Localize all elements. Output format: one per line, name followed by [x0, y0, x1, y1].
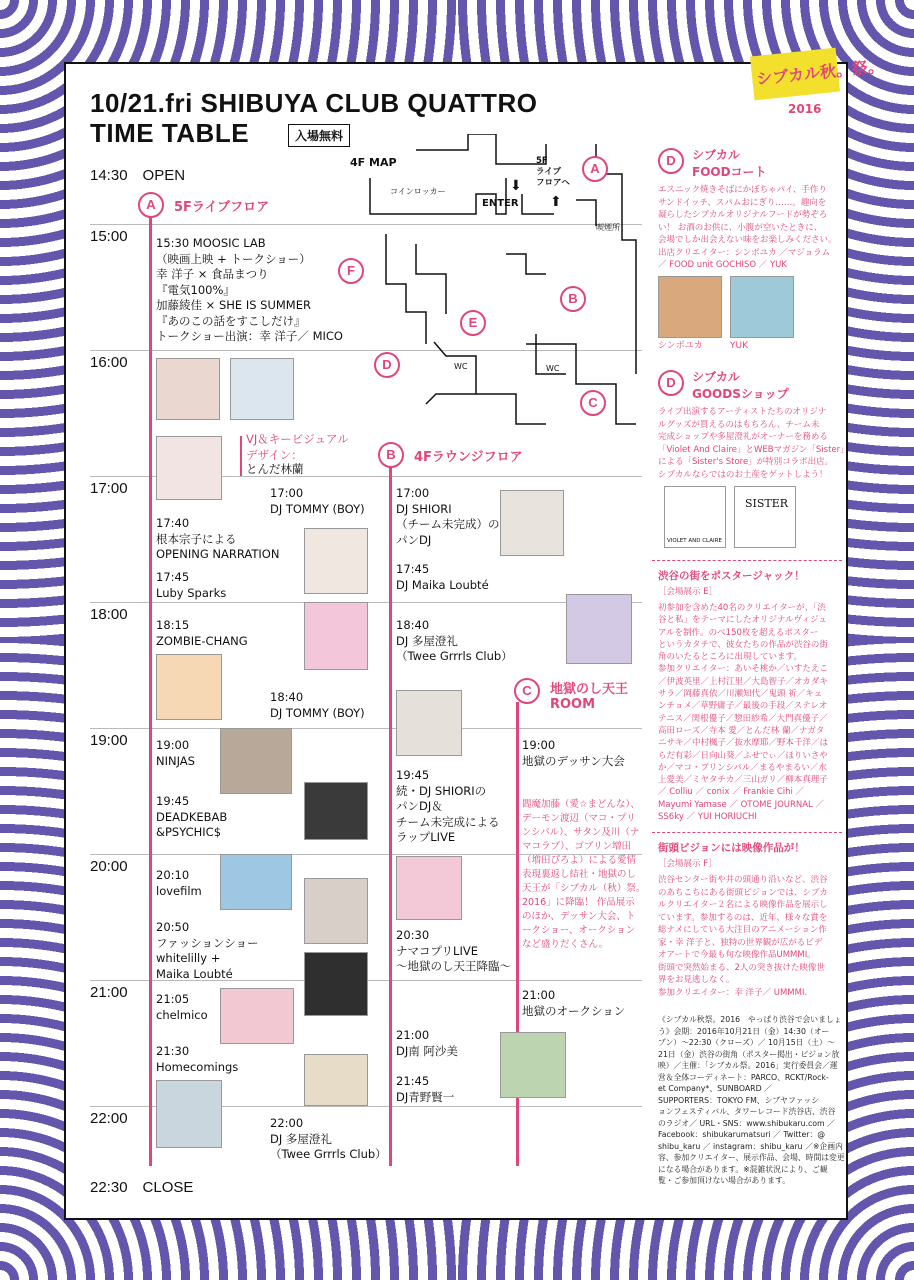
event-zombie-chang: 18:15 ZOMBIE-CHANG	[156, 618, 248, 648]
map-marker-d: D	[374, 352, 400, 378]
event-chelmico: 21:05 chelmico	[156, 992, 208, 1022]
photo-maika	[304, 952, 368, 1016]
event-deadkebab: 19:45 DEADKEBAB &PSYCHIC$	[156, 794, 228, 839]
hour-label: 22:00	[90, 1110, 128, 1127]
floor-b-line	[389, 464, 392, 1166]
photo-shinbo	[658, 276, 722, 338]
food-caption-2: YUK	[730, 341, 748, 351]
photo-rap-live	[396, 690, 462, 756]
floor-b-marker: B	[378, 442, 404, 468]
vj-credit: VJ＆キービジュアル デザイン：	[246, 432, 349, 462]
photo-vj	[156, 436, 222, 500]
map-wc-1: WC	[454, 362, 468, 371]
photo-namakopuri	[396, 856, 462, 920]
photo-ninjas	[220, 728, 292, 794]
event-auction: 21:00 地獄のオークション	[522, 988, 626, 1018]
floor-a-line	[149, 212, 152, 1166]
vision-sub: ［会場展示 F］	[658, 859, 717, 869]
open-time: 14:30 OPEN	[90, 167, 186, 184]
hour-label: 21:00	[90, 984, 128, 1001]
floor-a-title: 5Fライブフロア	[174, 200, 270, 215]
hour-divider	[90, 728, 642, 729]
event-dj-tommy-1: 17:00 DJ TOMMY (BOY)	[270, 486, 365, 516]
map-marker-e: E	[460, 310, 486, 336]
event-ninjas: 19:00 NINJAS	[156, 738, 195, 768]
event-shiori-rap: 19:45 続・DJ SHIORIの パンDJ＆ チーム未完成による ラップLIVE	[396, 768, 500, 844]
arrow-up-icon: ⬆	[550, 194, 562, 210]
photo-yuk	[730, 276, 794, 338]
event-luby-sparks: 17:45 Luby Sparks	[156, 570, 227, 600]
photo-twee	[566, 594, 632, 664]
admission-badge: 入場無料	[288, 124, 350, 147]
goods-marker: D	[658, 370, 684, 396]
page-subtitle: TIME TABLE	[90, 118, 250, 148]
event-moosic-lab: 15:30 MOOSIC LAB （映画上映 + トークショー） 幸 洋子 × 食品まつり 『電気100%』 加藤綾佳 × SHE IS SUMMER 『あのこの話をすこしだけ』 トークショー出演：幸 洋子／ MICO	[156, 236, 343, 343]
event-info: 《シブカル秋祭。2016 やっぱり渋谷で会いましょ う》会期：2016年10月21日（金）14:30（オー プン）〜22:30（クローズ）／ 10月15日（土）〜 21日（金）渋谷の街角（ポスター掲出・ビジョン放 映）／主催：「シブカル祭。2016」実行委員会／運 営＆全体コーディネート：PARCO、RCKT/Rock- et Company*、SUNBOARD ／ SUPPORTERS：TOKYO FM、シブヤファッシ ョンフェスティバル、タワーレコード渋谷店、渋谷 のラジオ／ URL・SNS：www.shibukaru.com ／ Facebook：shibukarumatsuri ／ Twitter：@ shibu_karu ／ instagram：shibu_karu ／※企画内 容、参加クリエイター、展示作品、会場、時間は変更 になる場合があります。※混雑状況により、ご観 覧・ご参加頂けない場合があります。	[658, 1015, 845, 1185]
photo-chelmico	[220, 988, 294, 1044]
floor-c-description: 閻魔加藤（愛☆まどんな）、 デーモン渡辺（マコ・プリ ンシパル）、サタン及川（ナ マコラブ）、ゴブリン増田 （増田ぴろよ）による愛情 表現裏返し結社・地獄のし 天王が「シブカル（秋）祭。 2016」に降臨！ 作品展示 のほか、デッサン大会、ト ークショー、オークション など盛りだくさん。	[522, 799, 646, 950]
hour-label: 16:00	[90, 354, 128, 371]
logo-sister: SISTER	[734, 486, 796, 548]
photo-zombie-chang	[156, 654, 222, 720]
poster-heading: 渋谷の街をポスタージャック！	[658, 570, 805, 582]
event-dj-maika: 17:45 DJ Maika Loubté	[396, 562, 489, 592]
floor-b-title: 4Fラウンジフロア	[414, 450, 523, 465]
map-marker-f: F	[338, 258, 364, 284]
event-dj-taya-b: 18:40 DJ 多屋澄礼 （Twee Grrrls Club）	[396, 618, 513, 663]
map-label: 4F MAP	[350, 156, 397, 169]
page-title: 10/21.fri SHIBUYA CLUB QUATTRO	[90, 88, 538, 118]
event-dj-tommy-2: 18:40 DJ TOMMY (BOY)	[270, 690, 365, 720]
food-marker: D	[658, 148, 684, 174]
event-fashion-show: 20:50 ファッションショー whitelilly + Maika Loubté	[156, 920, 259, 981]
food-heading: シブカル FOODコート	[692, 148, 767, 179]
goods-heading: シブカル GOODSショップ	[692, 370, 789, 401]
hour-label: 17:00	[90, 480, 128, 497]
hour-label: 19:00	[90, 732, 128, 749]
vision-heading: 街頭ビジョンには映像作品が！	[658, 842, 805, 854]
goods-text: ライブ出演するアーティストたちのオリジナ ルグッズが買えるのはもちろん、チーム未 完成ショップや多屋澄礼がオーナーを務める 「Violet And Claire」とWEBマガジン「Sister」 による「Sister's Store」が特別コラボ出店。 シブカルならではのお土産をゲットしよう！	[658, 407, 849, 480]
hour-label: 20:00	[90, 858, 128, 875]
map-coin-locker: コインロッカー	[390, 187, 446, 196]
map-smoking: 喫煙所	[596, 223, 620, 232]
event-namakopuri: 20:30 ナマコプリLIVE 〜地獄のし天王降臨〜	[396, 928, 511, 973]
photo-luby-sparks	[304, 602, 368, 670]
floor-map	[346, 134, 642, 434]
hour-label: 15:00	[90, 228, 128, 245]
divider	[652, 560, 842, 561]
map-marker-a: A	[582, 156, 608, 182]
floor-c-marker: C	[514, 678, 540, 704]
event-dj-taya: 22:00 DJ 多屋澄礼 （Twee Grrrls Club）	[270, 1116, 387, 1161]
divider	[652, 832, 842, 833]
event-homecomings: 21:30 Homecomings	[156, 1044, 239, 1074]
timetable-panel	[64, 56, 885, 1220]
photo-artist	[230, 358, 294, 420]
event-opening-narration: 17:40 根本宗子による OPENING NARRATION	[156, 516, 280, 561]
hour-label: 18:00	[90, 606, 128, 623]
poster-text: 初参加を含めた40名のクリエイターが、「渋 谷と私」をテーマにしたオリジナルヴィジュ アルを制作。のべ150枚を超えるポスター というカタチで、彼女たちの作品が渋谷の街 角のいたるところに出現しています。 参加クリエイター：あいそ桃か／いすたえこ ／伊波英里／上村江里／大島智子／オカダキ サラ／岡藤真依／川瀬知代／鬼頭 祈／キュ ンチョメ／草野庸子／最後の手段／ステレオ テニス／関根優子／惣田紗希／大門真優子／ 高田ローズ／寺本 愛／とんだ林 蘭／ナガタ ニサキ／中村楓子／抜水摩耶／野本千洋／は らだ有彩／日向山葵／ふせでぃ／ほりいさや か／マコ・プリンシパル／まるやまるい／水 上愛美／ミヤタチカ／三山ガリ／柳本真理子 ／ Colliu ／ conix ／ Frankie Cihi ／ Mayumi Yamase ／ OTOME JOURNAL ／ SS6ky ／ YUI HORIUCHI	[658, 603, 829, 823]
logo	[750, 50, 885, 126]
photo-deadkebab	[304, 782, 368, 840]
photo-narration	[304, 528, 368, 594]
food-caption-1: シンボユカ	[658, 341, 703, 351]
vision-text: 渋谷センター街や井の頭通り沿いなど、渋谷 のあちこちにある街頭ビジョンでは、シブカ ルクリエイター２名による映像作品を展示し ています。参加するのは、近年、様々な賞を 総ナメにしている大注目のアニメーション作 家・幸 洋子と、独特の世界観が広がるビデ オアートで今最も旬な映像作品UMMMI。 街頭で突然始まる、2人の突き抜けた映像世 界をお見逃しなく。 参加クリエイター：幸 洋子／ UMMMI.	[658, 875, 828, 998]
event-lovefilm: 20:10 lovefilm	[156, 868, 202, 898]
map-wc-2: WC	[546, 364, 560, 373]
photo-lovefilm	[220, 854, 292, 910]
photo-fashion	[304, 878, 368, 944]
event-dj-aono: 21:45 DJ青野賢一	[396, 1074, 455, 1104]
vj-artist: とんだ林蘭	[246, 462, 304, 476]
floor-c-title: 地獄のし天王 ROOM	[550, 682, 629, 712]
close-time: 22:30 CLOSE	[90, 1179, 194, 1196]
event-dj-shiori: 17:00 DJ SHIORI （チーム未完成）の パンDJ	[396, 486, 500, 547]
map-marker-c: C	[580, 390, 606, 416]
photo-film	[156, 358, 220, 420]
accent-bar	[240, 436, 242, 476]
logo-text: シブカル秋。祭。	[755, 56, 885, 89]
photo-dj-shiori	[500, 490, 564, 556]
floor-a-marker: A	[138, 192, 164, 218]
poster-sub: ［会場展示 E］	[658, 587, 718, 597]
event-dj-minami: 21:00 DJ南 阿沙美	[396, 1028, 458, 1058]
photo-dj-taya	[304, 1054, 368, 1106]
map-to-5f: 5F ライブ フロアへ	[536, 156, 570, 188]
logo-violet-and-claire: VIOLET AND CLAIRE	[664, 486, 726, 548]
food-text: エスニック焼きそばにかぼちゃパイ、手作り サンドイッチ、スパムおにぎり……。趣向を 凝らしたシブカルオリジナルフードが勢ぞろ い！ お酒のお供に、小腹が空いたときに、 会場でしか出会えない味をお楽しみください。 出店クリエイター：シンボユカ ／マジョラム ／ FOOD unit GOCHISO ／ YUK	[658, 185, 837, 270]
arrow-down-icon: ⬇	[510, 178, 522, 194]
map-marker-b: B	[560, 286, 586, 312]
logo-year: 2016	[788, 102, 822, 116]
event-dessin: 19:00 地獄のデッサン大会	[522, 738, 625, 768]
photo-homecomings	[156, 1080, 222, 1148]
photo-dj-minami	[500, 1032, 566, 1098]
map-enter: ENTER	[482, 198, 519, 209]
